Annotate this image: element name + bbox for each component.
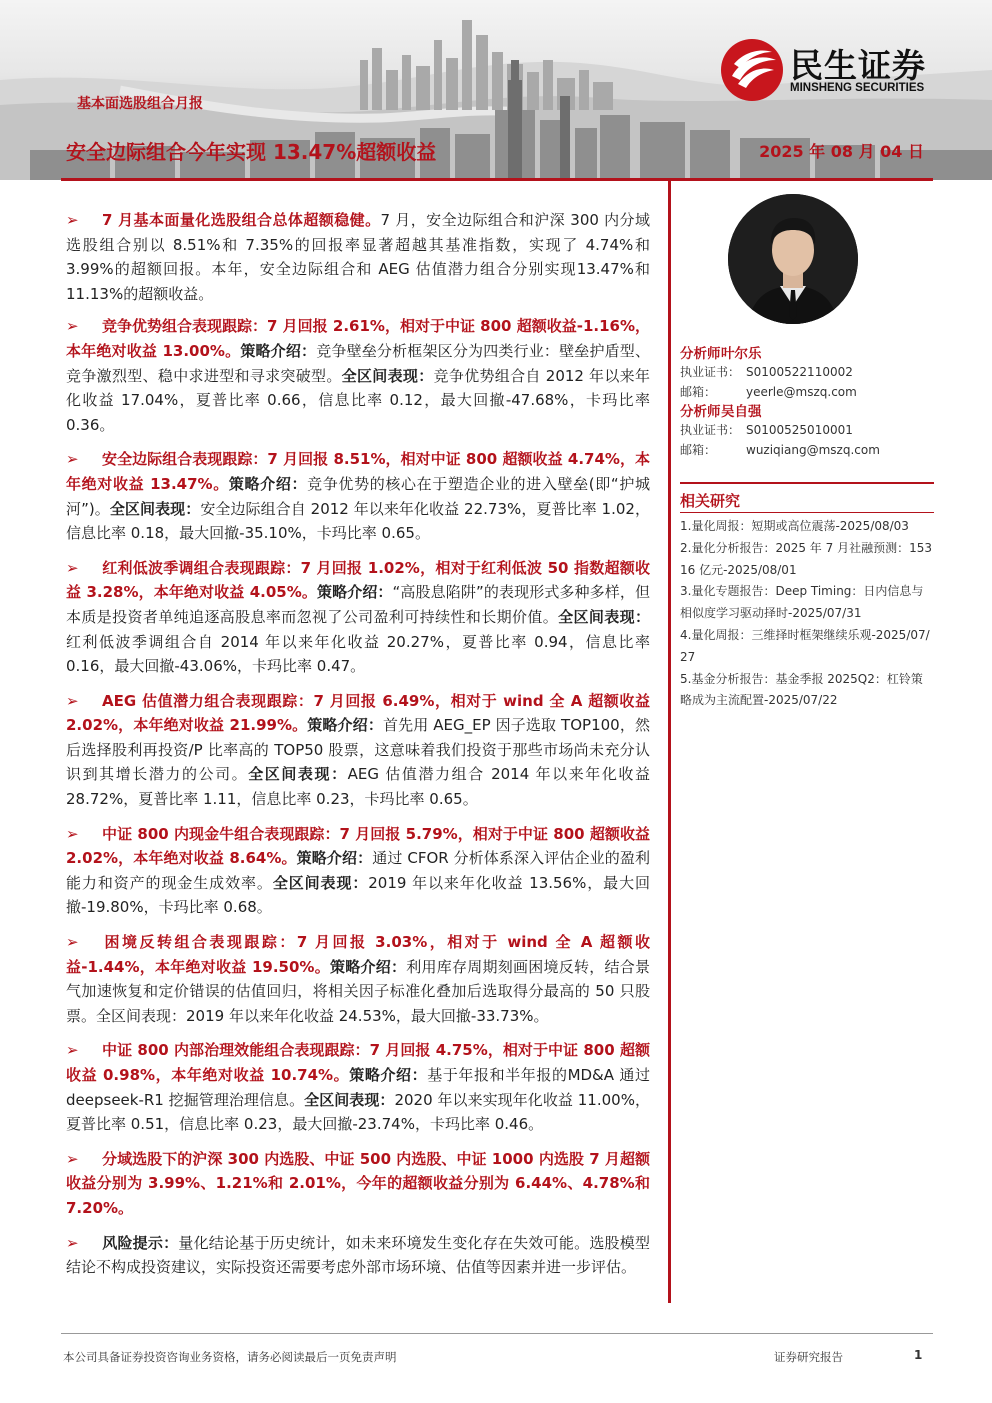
related-research-item[interactable]: 2.量化分析报告：2025 年 7 月社融预测：15316 亿元-2025/08/01 xyxy=(680,540,932,577)
related-research-item[interactable]: 3.量化专题报告：Deep Timing：日内信息与相似度学习驱动择时-2025/07/31 xyxy=(680,584,924,621)
bullet-arrow-icon: ➢ xyxy=(66,558,79,577)
analyst-photo xyxy=(728,194,858,324)
related-research-list xyxy=(680,516,932,712)
analyst-email: 邮箱： yeerle@mszq.com xyxy=(680,385,857,399)
analyst-header: 分析师吴自强 xyxy=(680,404,762,420)
summary-item: ➢ 7 月基本面量化选股组合总体超额稳健。7 月，安全边际组合和沪深 300 内分域选股组合别以 8.51%和 7.35%的回报率显著超越其基准指数，实现了 4.74%和 3.99%的超额回报。本年，安全边际组合和 AEG 估值潜力组合分别实现13.47%和 11.13%的超额收益。 xyxy=(66,208,650,306)
header-divider xyxy=(61,178,933,181)
footer-divider xyxy=(61,1333,933,1334)
summary-item: ➢ 分域选股下的沪深 300 内选股、中证 500 内选股、中证 1000 内选股 7 月超额收益分别为 3.99%、1.21%和 2.01%，今年的超额收益分别为 6.44%、4.78%和 7.20%。 xyxy=(66,1147,650,1221)
email-link[interactable]: yeerle@mszq.com xyxy=(746,385,857,399)
analyst-card xyxy=(680,342,932,402)
bullet-arrow-icon: ➢ xyxy=(66,211,79,229)
analyst-header: 分析师叶尔乐 xyxy=(680,346,762,362)
report-type: 基本面选股组合月报 xyxy=(77,96,203,112)
bullet-arrow-icon: ➢ xyxy=(66,933,79,952)
bullet-arrow-icon: ➢ xyxy=(66,824,79,843)
report-title: 安全边际组合今年实现 13.47%超额收益 xyxy=(66,140,437,164)
analyst-name: 吴自强 xyxy=(721,404,762,420)
company-logo xyxy=(720,38,970,102)
summary-section xyxy=(66,208,650,1290)
bullet-arrow-icon: ➢ xyxy=(66,1149,79,1168)
minsheng-logo-icon xyxy=(720,38,784,102)
bullet-arrow-icon: ➢ xyxy=(66,1233,79,1252)
summary-item: ➢ AEG 估值潜力组合表现跟踪：7 月回报 6.49%，相对于 wind 全 A 超额收益 2.02%，本年绝对收益 21.99%。策略介绍：首先用 AEG_EP 因子选取 TOP100，然后选择股利再投资/P 比率高的 TOP50 股票，这意味着我们投资于那些市场尚未充分认识到其增长潜力的公司。全区间表现：AEG 估值潜力组合 2014 年以来年化收益 28.72%，夏普比率 1.11，信息比率 0.23，卡玛比率 0.65。 xyxy=(66,689,650,812)
footer-disclaimer: 本公司具备证券投资咨询业务资格，请务必阅读最后一页免责声明 xyxy=(63,1350,397,1364)
analyst-portrait-image xyxy=(728,194,858,324)
report-date: 2025 年 08 月 04 日 xyxy=(759,142,924,161)
header-banner xyxy=(0,0,992,180)
analyst-cert: 执业证书： S0100522110002 xyxy=(680,365,853,379)
summary-item: ➢ 中证 800 内现金牛组合表现跟踪：7 月回报 5.79%，相对于中证 800 超额收益 2.02%，本年绝对收益 8.64%。策略介绍：通过 CFOR 分析体系深入评估企业的盈利能力和资产的现金生成效率。全区间表现：2019 年以来年化收益 13.56%，最大回撤-19.80%，卡玛比率 0.68。 xyxy=(66,822,650,920)
related-research-item[interactable]: 1.量化周报：短期或高位震荡-2025/08/03 xyxy=(680,519,909,533)
column-divider xyxy=(668,181,671,1303)
related-divider-bottom xyxy=(680,512,934,513)
summary-item: ➢ 红利低波季调组合表现跟踪：7 月回报 1.02%，相对于红利低波 50 指数超额收益 3.28%，本年绝对收益 4.05%。策略介绍：“高股息陷阱”的表现形式多种多样，但本质是投资者单纯追逐高股息率而忽视了公司盈利可持续性和长期价值。全区间表现：红利低波季调组合自 2014 年以来年化收益 20.27%，夏普比率 0.94，信息比率 0.16，最大回撤-43.06%，卡玛比率 0.47。 xyxy=(66,556,650,679)
analyst-name: 叶尔乐 xyxy=(721,346,762,362)
analyst-email: 邮箱： wuziqiang@mszq.com xyxy=(680,443,880,457)
logo-text-en: MINSHENG SECURITIES xyxy=(790,82,925,94)
bullet-arrow-icon: ➢ xyxy=(66,450,79,469)
page-number: 1 xyxy=(914,1348,923,1362)
summary-item: ➢ 中证 800 内部治理效能组合表现跟踪：7 月回报 4.75%，相对于中证 800 超额收益 0.98%，本年绝对收益 10.74%。策略介绍：基于年报和半年报的MD&A 通过 deepseek-R1 挖掘管理治理信息。全区间表现：2020 年以来实现年化收益 11.00%，夏普比率 0.51，信息比率 0.23，最大回撤-23.74%，卡玛比率 0.46。 xyxy=(66,1038,650,1136)
summary-item: ➢ 安全边际组合表现跟踪：7 月回报 8.51%，相对中证 800 超额收益 4.74%，本年绝对收益 13.47%。策略介绍：竞争优势的核心在于塑造企业的进入壁垒(即“护城河”)。全区间表现：安全边际组合自 2012 年以来年化收益 22.73%，夏普比率 1.02，信息比率 0.18，最大回撤-35.10%，卡玛比率 0.65。 xyxy=(66,447,650,545)
summary-item: ➢ 困境反转组合表现跟踪：7 月回报 3.03%，相对于 wind 全 A 超额收益-1.44%，本年绝对收益 19.50%。策略介绍：利用库存周期刻画困境反转，结合景气加速恢复和定价错误的估值回归，将相关因子标准化叠加后选取得分最高的 50 只股票。全区间表现：2019 年以来年化收益 24.53%，最大回撤-33.73%。 xyxy=(66,930,650,1028)
analyst-card xyxy=(680,400,932,460)
footer-label: 证券研究报告 xyxy=(774,1350,843,1364)
logo-text-cn: 民生证券 xyxy=(790,46,926,85)
bullet-arrow-icon: ➢ xyxy=(66,1041,79,1060)
bullet-arrow-icon: ➢ xyxy=(66,691,79,710)
analyst-cert: 执业证书： S0100525010001 xyxy=(680,423,853,437)
related-research-item[interactable]: 4.量化周报：三维择时框架继续乐观-2025/07/27 xyxy=(680,627,930,664)
related-research-title: 相关研究 xyxy=(680,492,741,510)
related-divider-top xyxy=(680,482,934,484)
bullet-arrow-icon: ➢ xyxy=(66,317,79,336)
summary-item: ➢ 竞争优势组合表现跟踪：7 月回报 2.61%，相对于中证 800 超额收益-1.16%，本年绝对收益 13.00%。策略介绍：竞争壁垒分析框架区分为四类行业：壁垒护盾型、竞争激烈型、稳中求进型和寻求突破型。全区间表现：竞争优势组合自 2012 年以来年化收益 17.04%，夏普比率 0.66，信息比率 0.12，最大回撤-47.68%，卡玛比率 0.36。 xyxy=(66,314,650,437)
email-link[interactable]: wuziqiang@mszq.com xyxy=(746,443,880,457)
related-research-item[interactable]: 5.基金分析报告：基金季报 2025Q2：杠铃策略成为主流配置-2025/07/22 xyxy=(680,671,923,708)
risk-warning: ➢ 风险提示：量化结论基于历史统计，如未来环境发生变化存在失效可能。选股模型结论不构成投资建议，实际投资还需要考虑外部市场环境、估值等因素并进一步评估。 xyxy=(66,1231,650,1280)
